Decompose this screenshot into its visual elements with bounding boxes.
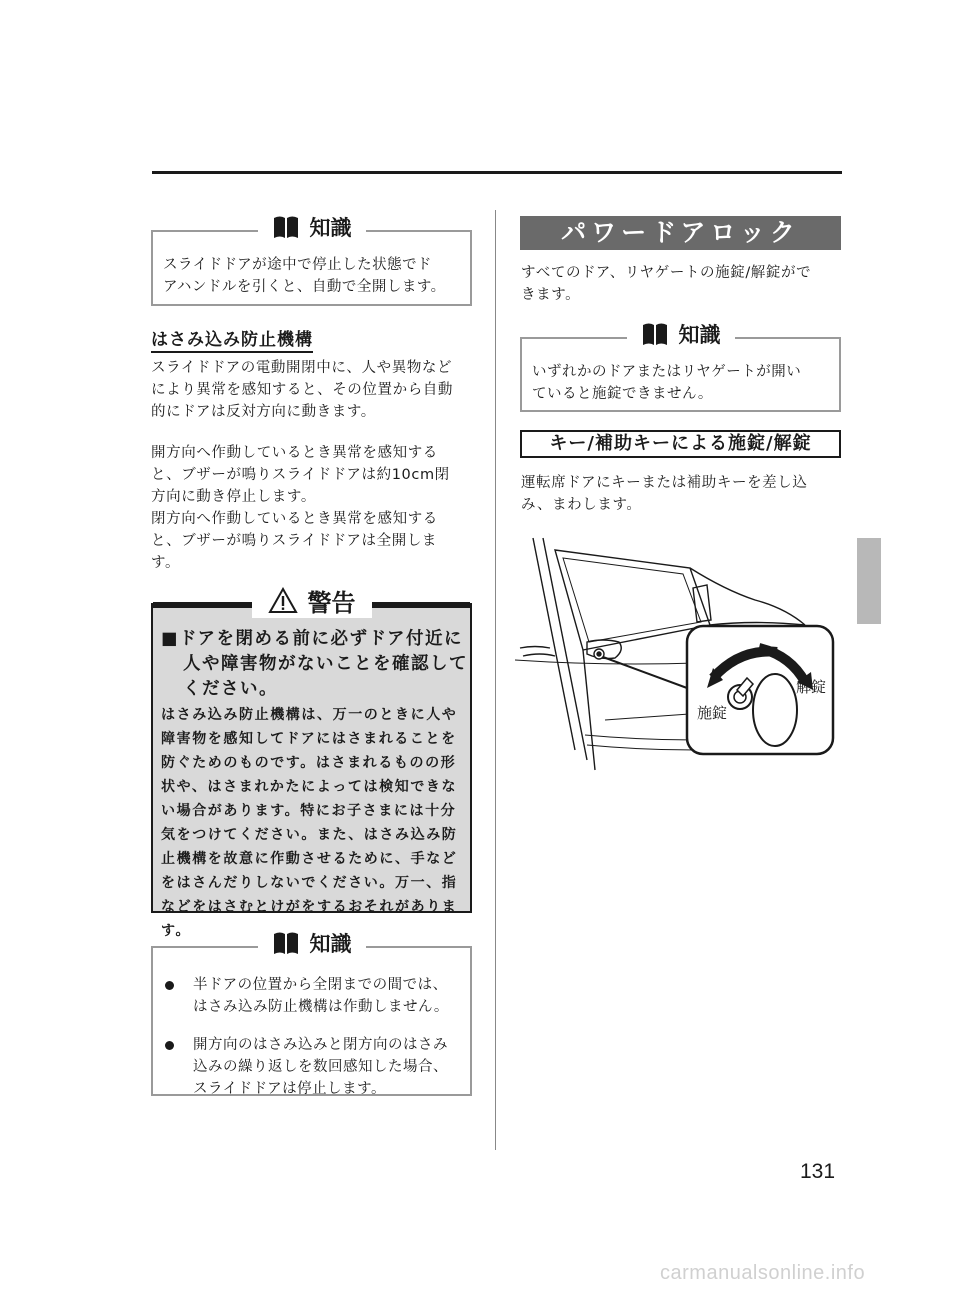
subsection-heading: キー/補助キーによる施錠/解錠 bbox=[520, 430, 841, 458]
section-heading: はさみ込み防止機構 bbox=[151, 325, 313, 353]
warning-body: はさみ込み防止機構は、万一のときに人や 障害物を感知してドアにはさまれることを 防ぐためのものです。はさまれるものの形 状や、はさまれかたによっては検知できな い場合があります。特にお子さまには十分 気をつけてください。また、はさみ込み防 止機構を故意に作動させるために、手など をはさんだりしないでください。万一、指 などをはさむとけがをするおそれがありま す。 bbox=[161, 707, 458, 939]
intro-text: すべてのドア、リヤゲートの施錠/解錠がで きます。 bbox=[521, 265, 812, 303]
book-icon bbox=[641, 321, 669, 347]
bullet-icon bbox=[165, 1041, 174, 1050]
lock-label: 施錠 bbox=[697, 704, 728, 722]
tip-heading: 知識 bbox=[309, 216, 352, 240]
list-item: 開方向のはさみ込みと閉方向のはさみ 込みの繰り返しを数回感知した場合、 スライドドアは停止します。 bbox=[161, 1034, 471, 1100]
book-icon bbox=[272, 214, 300, 240]
tip-box-1 bbox=[151, 216, 472, 306]
column-divider bbox=[495, 210, 496, 1150]
section-paragraph-2: 開方向へ作動しているとき異常を感知する と、ブザーが鳴りスライドドアは約10cm閉 方向に動き停止します。 閉方向へ作動しているとき異常を感知する と、ブザーが鳴りスライドドアは全開しま す。 bbox=[151, 445, 450, 571]
door-key-illustration bbox=[515, 530, 845, 785]
tip-heading: 知識 bbox=[309, 932, 352, 956]
section-paragraph-1: スライドドアの電動開閉中に、人や異物など により異常を感知すると、その位置から自動 的にドアは反対方向に動きます。 bbox=[151, 360, 453, 420]
tip-text: スライドドアが途中で停止した状態でド アハンドルを引くと、自動で全開します。 bbox=[163, 257, 446, 295]
bullet-icon bbox=[165, 981, 174, 990]
unlock-label: 解錠 bbox=[796, 678, 827, 696]
chapter-thumb-tab bbox=[857, 538, 881, 624]
tip-bullet-list bbox=[161, 974, 471, 1116]
tip-heading: 知識 bbox=[678, 323, 721, 347]
tip-box-2 bbox=[151, 932, 472, 1097]
tip-text: いずれかのドアまたはリヤゲートが開い ていると施錠できません。 bbox=[532, 364, 802, 402]
section-banner: パワードアロック bbox=[520, 216, 841, 250]
list-item: 半ドアの位置から全閉までの間では、 はさみ込み防止機構は作動しません。 bbox=[161, 974, 471, 1018]
book-icon bbox=[272, 930, 300, 956]
warning-heading: 警告 bbox=[307, 589, 356, 617]
instruction-text: 運転席ドアにキーまたは補助キーを差し込 み、まわします。 bbox=[521, 475, 808, 513]
footer-watermark: carmanualsonline.info bbox=[660, 1262, 866, 1284]
page-number: 131 bbox=[800, 1160, 836, 1183]
warning-triangle-icon bbox=[268, 587, 298, 614]
tip-box-3 bbox=[520, 323, 841, 412]
header-rule bbox=[152, 171, 842, 174]
warning-title: ■ドアを閉める前に必ずドア付近に 人や障害物がないことを確認して ください。 bbox=[161, 629, 468, 699]
warning-box bbox=[151, 589, 472, 939]
